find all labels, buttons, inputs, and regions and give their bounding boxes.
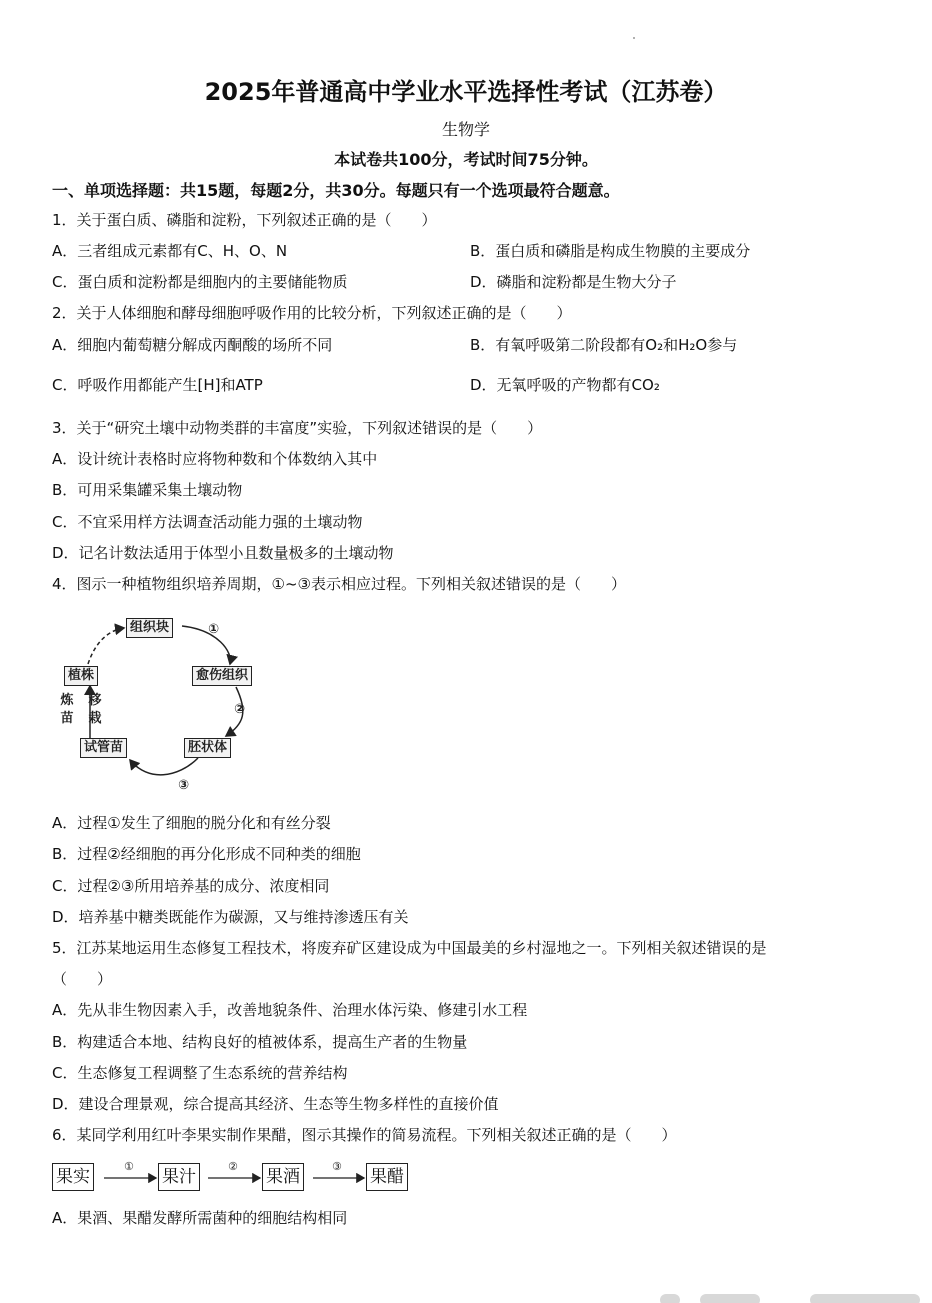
node-plant: 植株 xyxy=(64,666,98,686)
q1-option-d: D．磷脂和淀粉都是生物大分子 xyxy=(470,273,677,291)
q3-stem: 3．关于“研究土壤中动物类群的丰富度”实验，下列叙述错误的是（ ） xyxy=(52,419,543,437)
q4-stem: 4．图示一种植物组织培养周期，①~③表示相应过程。下列相关叙述错误的是（ ） xyxy=(52,575,627,593)
tissue-culture-cycle-diagram xyxy=(58,612,268,802)
q5-stem-continued: （ ） xyxy=(52,970,113,988)
flow-fruit: 果实 xyxy=(52,1163,94,1191)
q4-option-d: D．培养基中糖类既能作为碳源，又与维持渗透压有关 xyxy=(52,908,409,926)
q4-option-b: B．过程②经细胞的再分化形成不同种类的细胞 xyxy=(52,845,361,863)
q3-option-d: D．记名计数法适用于体型小且数量极多的土壤动物 xyxy=(52,544,394,562)
section-heading: 一、单项选择题：共15题，每题2分，共30分。每题只有一个选项最符合题意。 xyxy=(52,181,620,200)
exam-title: 2025年普通高中学业水平选择性考试（江苏卷） xyxy=(204,78,728,106)
node-callus: 愈伤组织 xyxy=(192,666,252,686)
q4-option-c: C．过程②③所用培养基的成分、浓度相同 xyxy=(52,877,330,895)
q2-option-b: B．有氧呼吸第二阶段都有O₂和H₂O参与 xyxy=(470,336,738,354)
subject-name: 生物学 xyxy=(441,120,490,139)
exam-info: 本试卷共100分，考试时间75分钟。 xyxy=(334,150,598,169)
q1-option-c: C．蛋白质和淀粉都是细胞内的主要储能物质 xyxy=(52,273,348,291)
q1-option-a: A．三者组成元素都有C、H、O、N xyxy=(52,242,288,260)
scan-speck xyxy=(633,37,635,39)
flow-step-2: ② xyxy=(228,1160,238,1173)
harden-label: 炼苗 xyxy=(60,693,74,726)
node-tissue-block: 组织块 xyxy=(126,618,173,638)
transplant-label: 移栽 xyxy=(88,693,102,726)
flow-step-3: ③ xyxy=(332,1160,342,1173)
node-embryoid: 胚状体 xyxy=(184,738,231,758)
node-plantlet: 试管苗 xyxy=(80,738,127,758)
step-3-label: ③ xyxy=(178,778,190,793)
q5-option-c: C．生态修复工程调整了生态系统的营养结构 xyxy=(52,1064,348,1082)
q4-option-a: A．过程①发生了细胞的脱分化和有丝分裂 xyxy=(52,814,331,832)
flow-vinegar: 果醋 xyxy=(366,1163,408,1191)
watermark-fragment xyxy=(660,1292,930,1303)
q5-stem: 5．江苏某地运用生态修复工程技术，将废弃矿区建设成为中国最美的乡村湿地之一。下列相关叙述错误的是 xyxy=(52,939,767,957)
q2-option-c: C．呼吸作用都能产生[H]和ATP xyxy=(52,376,263,394)
step-2-label: ② xyxy=(234,702,246,717)
q5-option-a: A．先从非生物因素入手，改善地貌条件、治理水体污染、修建引水工程 xyxy=(52,1001,528,1019)
q2-option-d: D．无氧呼吸的产物都有CO₂ xyxy=(470,376,660,394)
q3-option-a: A．设计统计表格时应将物种数和个体数纳入其中 xyxy=(52,450,378,468)
q3-option-c: C．不宜采用样方法调查活动能力强的土壤动物 xyxy=(52,513,363,531)
q1-option-b: B．蛋白质和磷脂是构成生物膜的主要成分 xyxy=(470,242,751,260)
flow-juice: 果汁 xyxy=(158,1163,200,1191)
q2-option-a: A．细胞内葡萄糖分解成丙酮酸的场所不同 xyxy=(52,336,333,354)
q6-stem: 6．某同学利用红叶李果实制作果醋，图示其操作的简易流程。下列相关叙述正确的是（ ） xyxy=(52,1126,677,1144)
flow-step-1: ① xyxy=(124,1160,134,1173)
q6-option-a: A．果酒、果醋发酵所需菌种的细胞结构相同 xyxy=(52,1209,348,1227)
q1-stem: 1．关于蛋白质、磷脂和淀粉，下列叙述正确的是（ ） xyxy=(52,211,437,229)
step-1-label: ① xyxy=(208,622,220,637)
q5-option-b: B．构建适合本地、结构良好的植被体系，提高生产者的生物量 xyxy=(52,1033,468,1051)
q2-stem: 2．关于人体细胞和酵母细胞呼吸作用的比较分析，下列叙述正确的是（ ） xyxy=(52,304,572,322)
q5-option-d: D．建设合理景观，综合提高其经济、生态等生物多样性的直接价值 xyxy=(52,1095,499,1113)
flow-wine: 果酒 xyxy=(262,1163,304,1191)
vinegar-process-flow xyxy=(52,1160,432,1194)
q3-option-b: B．可用采集罐采集土壤动物 xyxy=(52,481,243,499)
